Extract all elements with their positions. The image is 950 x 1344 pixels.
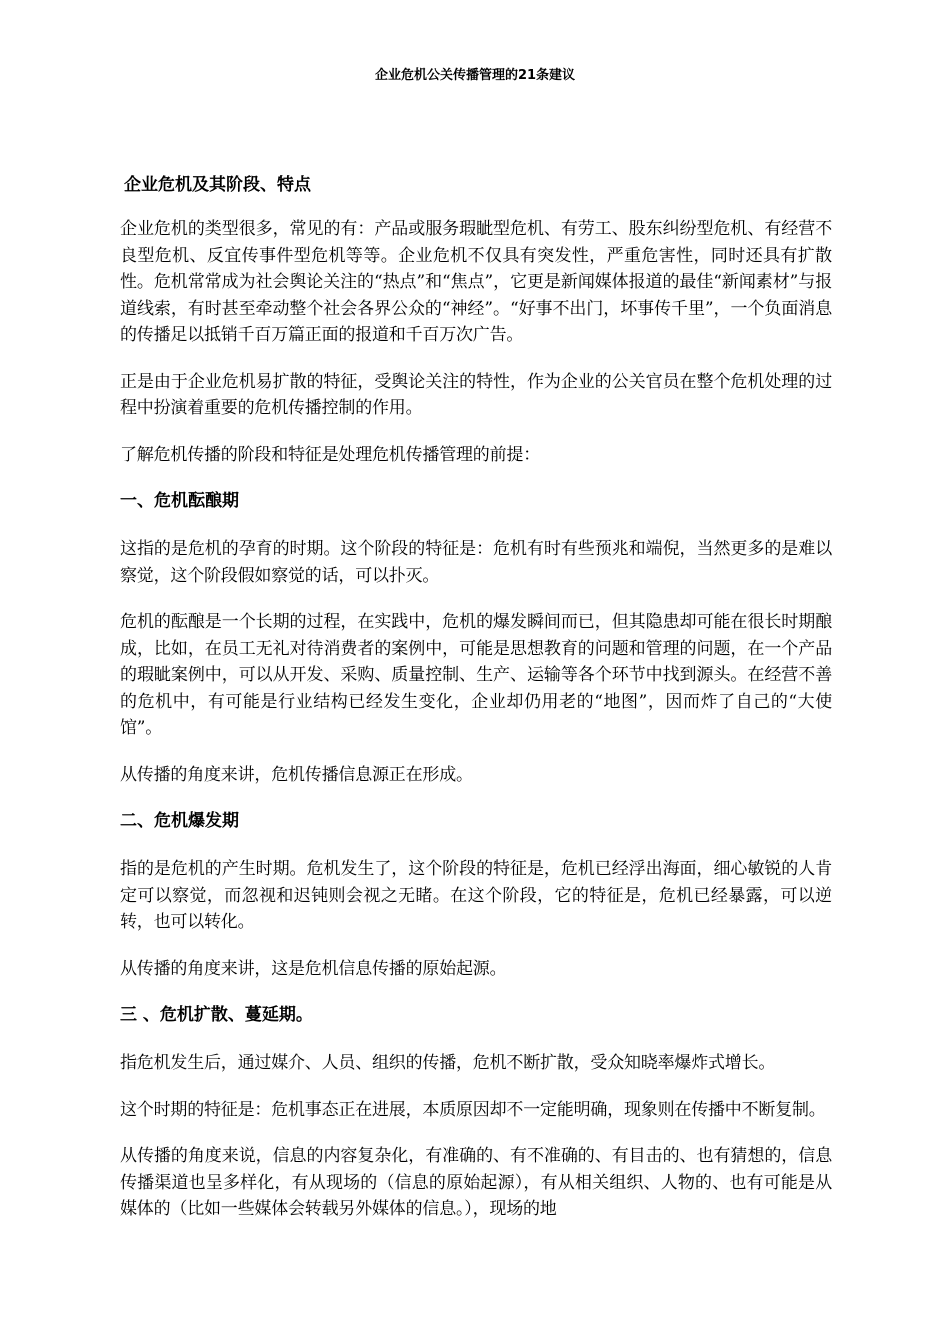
stage-heading-3: 三 、危机扩散、蔓延期。 [120, 1005, 313, 1025]
section-title: 企业危机及其阶段、特点 [124, 175, 311, 195]
paragraph: 了解危机传播的阶段和特征是处理危机传播管理的前提： [120, 444, 540, 465]
paragraph: 从传播的角度来讲，危机传播信息源正在形成。 [120, 764, 473, 785]
paragraph: 指危机发生后，通过媒介、人员、组织的传播，危机不断扩散，受众知晓率爆炸式增长。 [120, 1053, 776, 1073]
paragraph: 指的是危机的产生时期。危机发生了，这个阶段的特征是，危机已经浮出海面，细心敏锐的人肯定可以察觉，而忽视和迟钝则会视之无睹。在这个阶段，它的特征是，危机已经暴露，可以逆转，也可以转化。 [120, 859, 832, 932]
paragraph: 从传播的角度来说，信息的内容复杂化，有准确的、有不准确的、有目击的、也有猜想的，信息传播渠道也呈多样化，有从现场的（信息的原始起源），有从相关组织、人物的、也有可能是从媒体的（比如一些媒体会转载另外媒体的信息。），现场的地 [120, 1146, 832, 1219]
paragraph: 从传播的角度来讲，这是危机信息传播的原始起源。 [120, 958, 507, 979]
stage-heading-1: 一、危机酝酿期 [120, 491, 239, 511]
page-header: 企业危机公关传播管理的21条建议 [374, 68, 576, 83]
paragraph: 危机的酝酿是一个长期的过程，在实践中，危机的爆发瞬间而已，但其隐患却可能在很长时期酿成，比如，在员工无礼对待消费者的案例中，可能是思想教育的问题和管理的问题，在一个产品的瑕眦案例中，可以从开发、采购、质量控制、生产、运输等各个环节中找到源头。在经营不善的危机中，有可能是行业结构已经发生变化，企业却仍用老的“地图”，因而炸了自己的“大使馆”。 [120, 612, 832, 738]
stage-heading-2: 二、危机爆发期 [120, 811, 239, 831]
document-body [120, 172, 832, 1243]
paragraph: 正是由于企业危机易扩散的特征，受舆论关注的特性，作为企业的公关官员在整个危机处理的过程中扮演着重要的危机传播控制的作用。 [120, 371, 832, 418]
paragraph: 这个时期的特征是：危机事态正在进展，本质原因却不一定能明确，现象则在传播中不断复制。 [120, 1099, 826, 1120]
paragraph: 企业危机的类型很多，常见的有：产品或服务瑕眦型危机、有劳工、股东纠纷型危机、有经营不良型危机、反宜传事件型危机等等。企业危机不仅具有突发性，严重危害性，同时还具有扩散性。危机常常成为社会舆论关注的“热点”和“焦点”，它更是新闻媒体报道的最佳“新闻素材”与报道线索，有时甚至牵动整个社会各界公众的“神经”。“好事不出门，坏事传千里”，一个负面消息的传播足以抵销千百万篇正面的报道和千百万次广告。 [120, 219, 832, 345]
paragraph: 这指的是危机的孕育的时期。这个阶段的特征是：危机有时有些预兆和端倪，当然更多的是难以察觉，这个阶段假如察觉的话，可以扑灭。 [120, 539, 832, 586]
